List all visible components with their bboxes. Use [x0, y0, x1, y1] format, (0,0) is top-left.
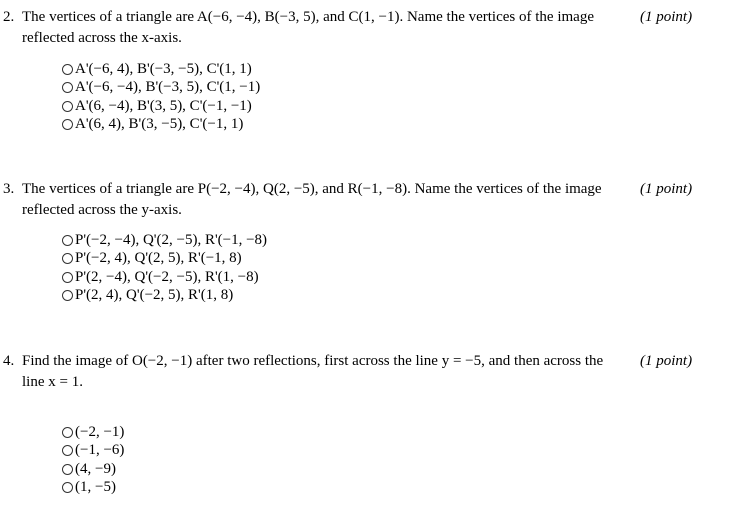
radio-button[interactable]	[62, 119, 73, 130]
answer-option[interactable]	[62, 231, 267, 250]
answer-options	[62, 231, 267, 305]
option-label: P'(−2, 4), Q'(2, 5), R'(−1, 8)	[75, 250, 242, 267]
option-label: P'(2, −4), Q'(−2, −5), R'(1, −8)	[75, 268, 259, 285]
answer-option[interactable]	[62, 250, 267, 269]
option-label: A'(6, −4), B'(3, 5), C'(−1, −1)	[75, 97, 252, 114]
answer-option[interactable]	[62, 287, 267, 306]
answer-option[interactable]	[62, 268, 267, 287]
question-text-line: Find the image of O(−2, −1) after two reflections, first across the line y = −5, and then across the	[22, 353, 604, 369]
answer-option[interactable]	[62, 79, 260, 98]
radio-button[interactable]	[62, 82, 73, 93]
answer-option[interactable]	[62, 442, 124, 461]
points-label: (1 point)	[640, 353, 693, 369]
points-label: (1 point)	[640, 9, 693, 25]
radio-button[interactable]	[62, 482, 73, 493]
question-text: The vertices of a triangle are A(−6, −4), B(−3, 5), and C(1, −1). Name the vertices of the image reflected across the x-axis.	[22, 9, 594, 46]
question-text-line: line x = 1.	[22, 374, 83, 390]
points-label: (1 point)	[640, 181, 693, 197]
option-label: A'(6, 4), B'(3, −5), C'(−1, 1)	[75, 116, 244, 133]
question-number: 3.	[3, 181, 15, 197]
radio-button[interactable]	[62, 290, 73, 301]
answer-option[interactable]	[62, 116, 260, 135]
answer-option[interactable]	[62, 479, 124, 498]
question-text	[22, 351, 622, 393]
option-label: P'(−2, −4), Q'(2, −5), R'(−1, −8)	[75, 231, 268, 248]
answer-option[interactable]	[62, 60, 260, 79]
answer-options	[62, 60, 260, 134]
answer-option[interactable]	[62, 460, 124, 479]
option-label: A'(−6, 4), B'(−3, −5), C'(1, 1)	[75, 60, 252, 77]
question-text: The vertices of a triangle are P(−2, −4), Q(2, −5), and R(−1, −8). Name the vertices of the image reflected across the y-axis.	[22, 181, 602, 218]
option-label: (−1, −6)	[75, 442, 125, 459]
question-number: 2.	[3, 9, 15, 25]
radio-button[interactable]	[62, 445, 73, 456]
radio-button[interactable]	[62, 272, 73, 283]
answer-options	[62, 423, 124, 497]
question-number: 4.	[3, 353, 15, 369]
radio-button[interactable]	[62, 253, 73, 264]
radio-button[interactable]	[62, 427, 73, 438]
option-label: A'(−6, −4), B'(−3, 5), C'(1, −1)	[75, 79, 261, 96]
option-label: P'(2, 4), Q'(−2, 5), R'(1, 8)	[75, 287, 234, 304]
radio-button[interactable]	[62, 101, 73, 112]
answer-option[interactable]	[62, 423, 124, 442]
radio-button[interactable]	[62, 64, 73, 75]
option-label: (−2, −1)	[75, 423, 125, 440]
radio-button[interactable]	[62, 464, 73, 475]
answer-option[interactable]	[62, 97, 260, 116]
option-label: (4, −9)	[75, 460, 116, 477]
radio-button[interactable]	[62, 235, 73, 246]
option-label: (1, −5)	[75, 479, 116, 496]
